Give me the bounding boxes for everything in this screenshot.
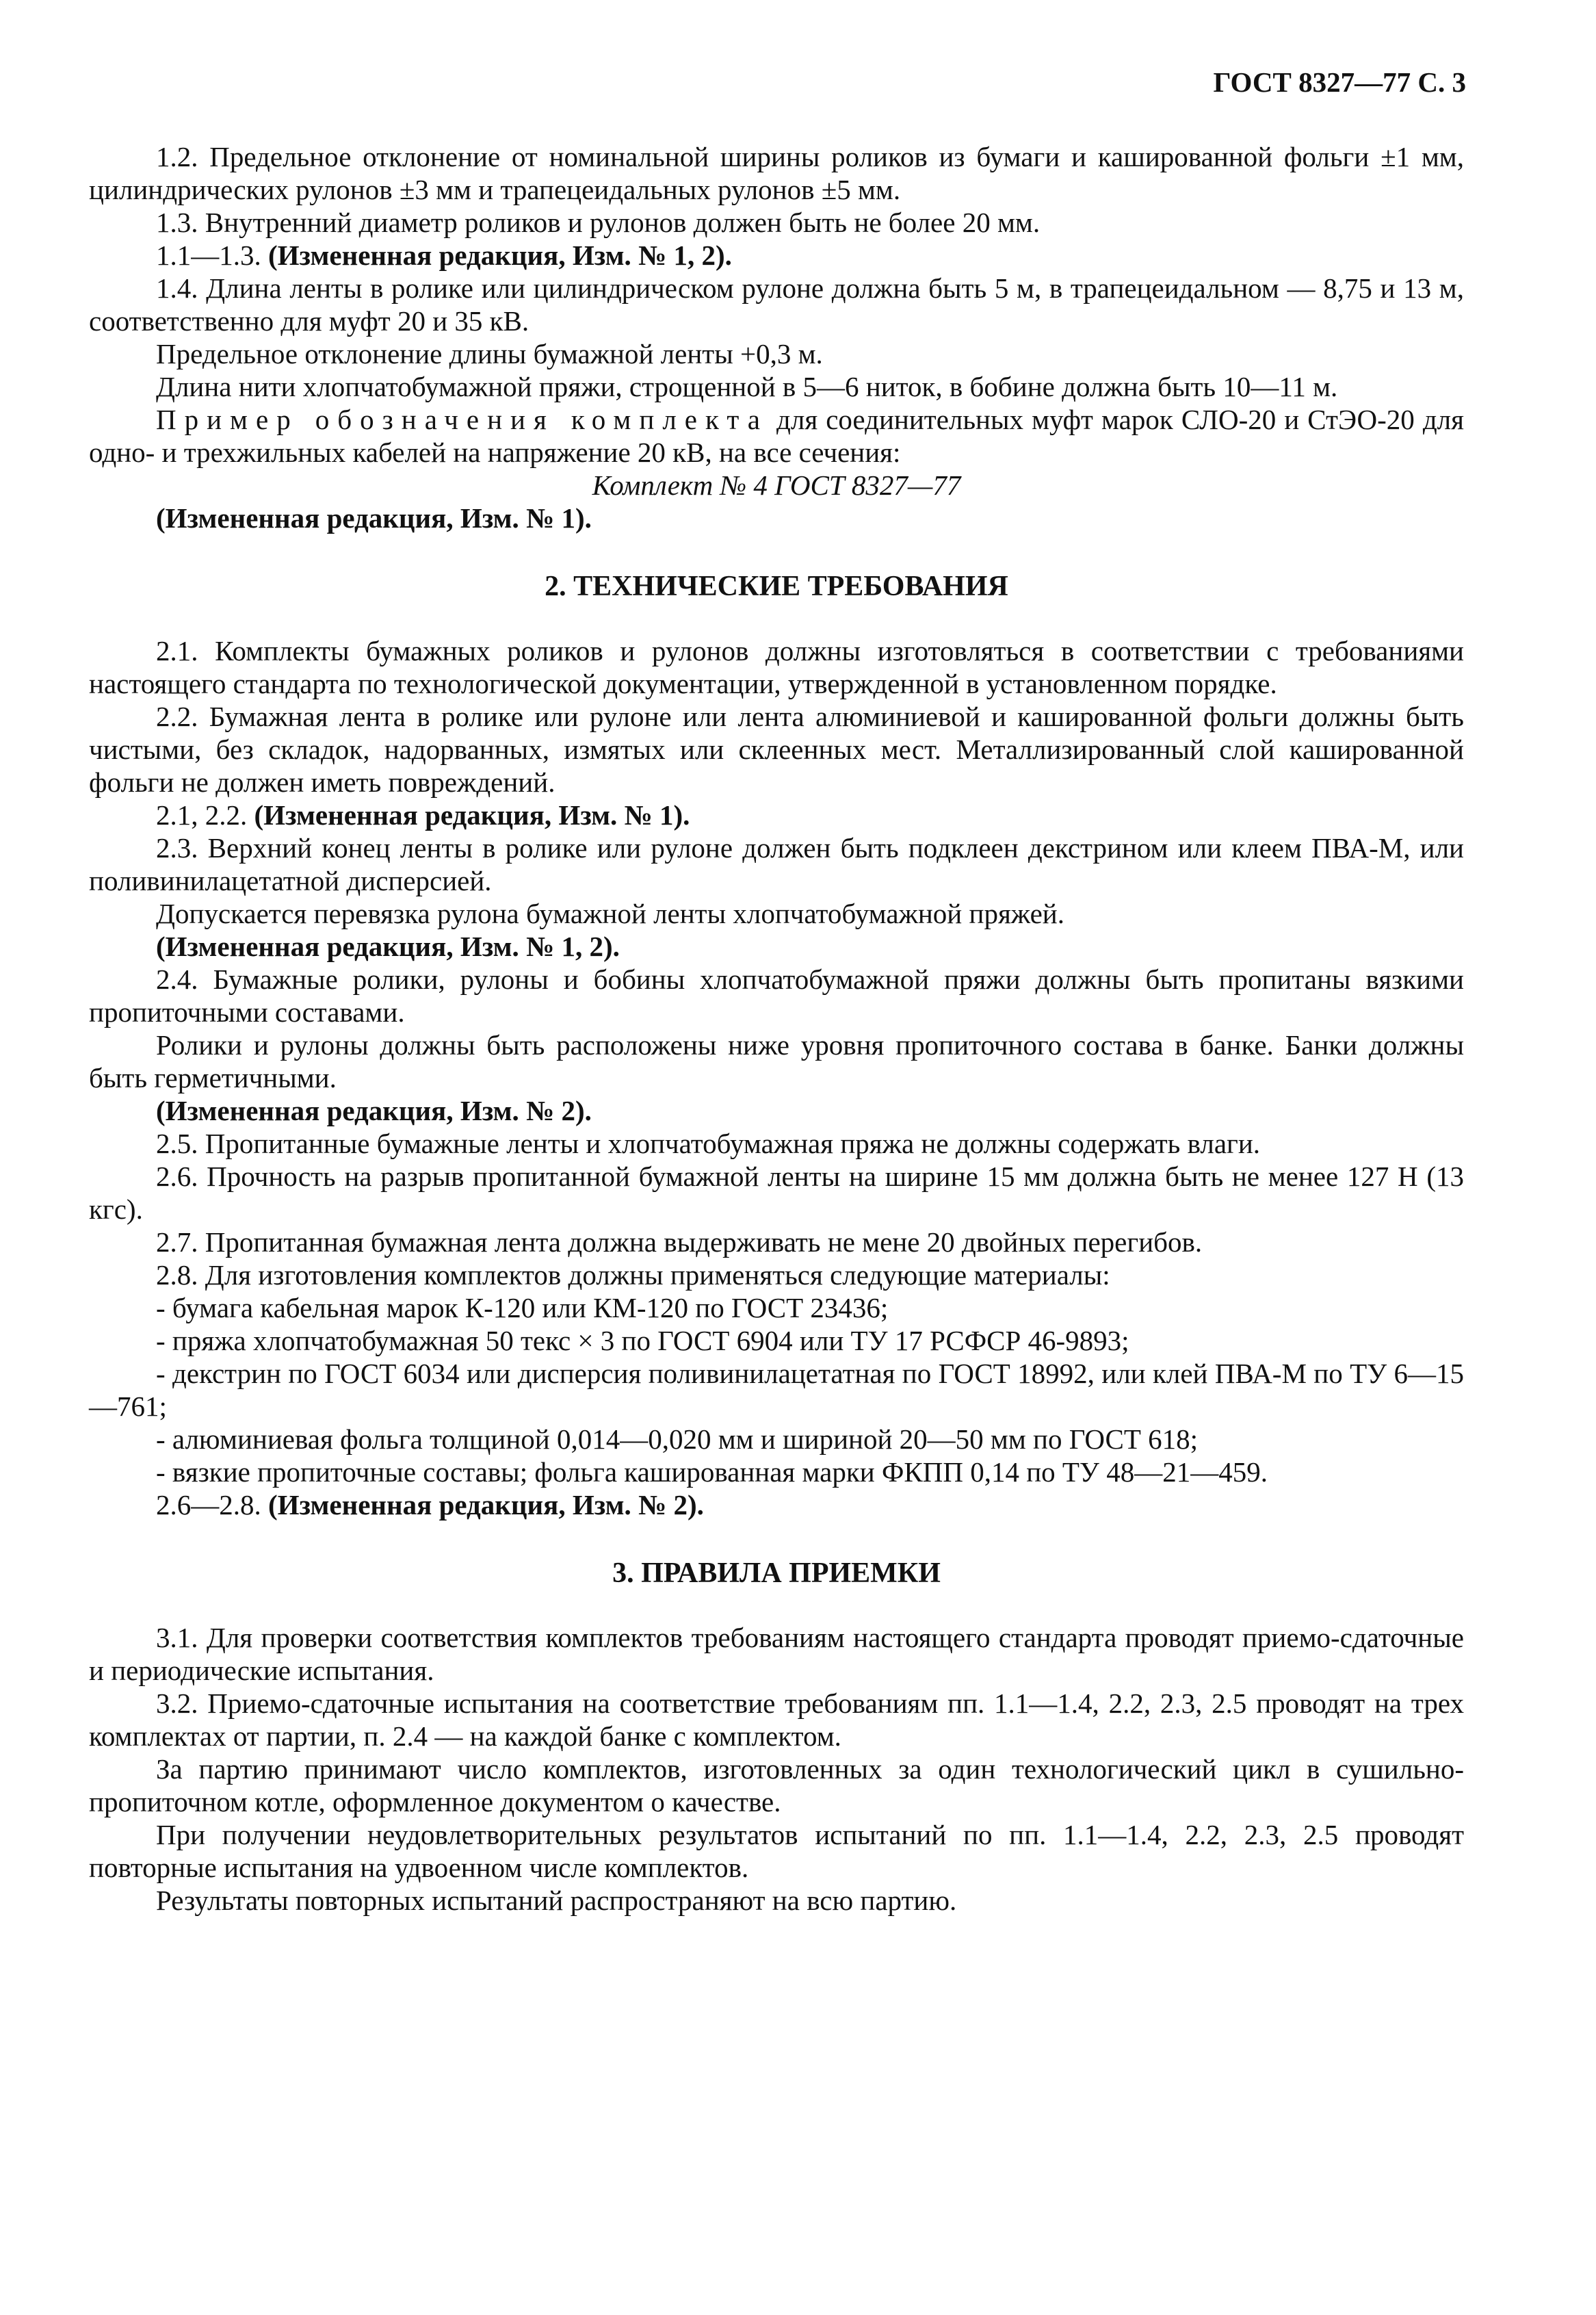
paragraph-2-3-tie: Допускается перевязка рулона бумажной ленты хлопчатобумажной пряжей. [156, 898, 1064, 929]
example-text: для соединительных муфт марок СЛО-20 и СтЭО-20 для одно- и трехжильных кабелей на напряжение 20 кВ, на все сечения: [89, 404, 1464, 468]
paragraph-1-3: 1.3. Внутренний диаметр роликов и рулонов должен быть не более 20 мм. [156, 207, 1041, 238]
paragraph-3-1: 3.1. Для проверки соответствия комплектов требованиям настоящего стандарта проводят приемо-сдаточные и периодические испытания. [89, 1622, 1464, 1686]
section-3-heading: 3. ПРАВИЛА ПРИЕМКИ [612, 1557, 941, 1589]
edit-note-1: (Измененная редакция, Изм. № 1). [156, 502, 592, 534]
paragraph-1-2: 1.2. Предельное отклонение от номинальной ширины роликов из бумаги и кашированной фольги ±1 мм, цилиндрических рулонов ±3 мм и трапецеидальных рулонов ±5 мм. [89, 141, 1464, 205]
paragraph-3-2: 3.2. Приемо-сдаточные испытания на соответствие требованиям пп. 1.1—1.4, 2.2, 2.3, 2.5 проводят на трех комплектах от партии, п. 2.4 — на каждой банке с комплектом. [89, 1687, 1464, 1752]
paragraph-3-2-batch: За партию принимают число комплектов, изготовленных за один технологический цикл в сушильно-пропиточном котле, оформленное документом о качестве. [89, 1753, 1464, 1818]
edit-note-2-1-2-2 [89, 799, 1464, 831]
edit-note-2-3: (Измененная редакция, Изм. № 1, 2). [156, 931, 620, 962]
list-item: - вязкие пропиточные составы; фольга кашированная марки ФКПП 0,14 по ТУ 48—21—459. [156, 1456, 1268, 1488]
example-label: Пример обозначения комплекта [156, 404, 768, 435]
edit-note-1-1-1-3 [89, 239, 1464, 272]
paragraph-length-deviation: Предельное отклонение длины бумажной ленты +0,3 м. [156, 338, 823, 370]
paragraph-2-7: 2.7. Пропитанная бумажная лента должна выдерживать не мене 20 двойных перегибов. [156, 1226, 1203, 1258]
paragraph-2-5: 2.5. Пропитанные бумажные ленты и хлопчатобумажная пряжа не должны содержать влаги. [156, 1128, 1261, 1159]
list-item: - алюминиевая фольга толщиной 0,014—0,020 мм и шириной 20—50 мм по ГОСТ 618; [156, 1423, 1199, 1455]
paragraph-3-2-results: Результаты повторных испытаний распространяют на всю партию. [156, 1885, 957, 1916]
edit-note-ref: 2.1, 2.2. [156, 799, 254, 831]
paragraph-2-4: 2.4. Бумажные ролики, рулоны и бобины хлопчатобумажной пряжи должны быть пропитаны вязкими пропиточными составами. [89, 963, 1464, 1028]
edit-note-ref: 2.6—2.8. [156, 1489, 268, 1521]
edit-note-ref: 1.1—1.3. [156, 240, 268, 271]
designation-example: Комплект № 4 ГОСТ 8327—77 [592, 469, 961, 501]
paragraph-3-2-retest: При получении неудовлетворительных результатов испытаний по пп. 1.1—1.4, 2.2, 2.3, 2.5 проводят повторные испытания на удвоенном числе комплектов. [89, 1819, 1464, 1883]
page-header: ГОСТ 8327—77 С. 3 [1213, 66, 1466, 98]
section-2-heading: 2. ТЕХНИЧЕСКИЕ ТРЕБОВАНИЯ [545, 571, 1008, 602]
edit-note-2-4: (Измененная редакция, Изм. № 2). [156, 1095, 592, 1126]
list-item: - бумага кабельная марок К-120 или КМ-120 по ГОСТ 23436; [156, 1292, 889, 1323]
edit-note-text: (Измененная редакция, Изм. № 1, 2). [268, 240, 732, 271]
paragraph-1-4: 1.4. Длина ленты в ролике или цилиндрическом рулоне должна быть 5 м, в трапецеидальном — 8,75 и 13 м, соответственно для муфт 20 и 35 кВ. [89, 272, 1464, 337]
paragraph-2-4-cans: Ролики и рулоны должны быть расположены ниже уровня пропиточного состава в банке. Банки должны быть герметичными. [89, 1029, 1464, 1094]
paragraph-2-6: 2.6. Прочность на разрыв пропитанной бумажной ленты на ширине 15 мм должна быть не менее 127 Н (13 кгс). [89, 1161, 1464, 1225]
paragraph-2-2: 2.2. Бумажная лента в ролике или рулоне или лента алюминиевой и кашированной фольги должны быть чистыми, без складок, надорванных, измятых или склеенных мест. Металлизированный слой кашированной фольги не должен иметь повреждений. [89, 701, 1464, 798]
edit-note-text: (Измененная редакция, Изм. № 1). [254, 799, 690, 831]
edit-note-text: (Измененная редакция, Изм. № 2). [268, 1489, 704, 1521]
list-item: - декстрин по ГОСТ 6034 или дисперсия поливинилацетатная по ГОСТ 18992, или клей ПВА-М по ТУ 6—15—761; [89, 1358, 1464, 1422]
list-item: - пряжа хлопчатобумажная 50 текс × 3 по ГОСТ 6904 или ТУ 17 РСФСР 46-9893; [156, 1325, 1129, 1356]
edit-note-2-6-2-8 [89, 1488, 1464, 1521]
paragraph-2-3: 2.3. Верхний конец ленты в ролике или рулоне должен быть подклеен декстрином или клеем ПВА-М, или поливинилацетатной дисперсией. [89, 832, 1464, 896]
paragraph-designation-example [89, 403, 1464, 469]
document-body [89, 140, 1464, 1917]
paragraph-2-1: 2.1. Комплекты бумажных роликов и рулонов должны изготовляться в соответствии с требованиями настоящего стандарта по технологической документации, утвержденной в установленном порядке. [89, 635, 1464, 699]
paragraph-thread-length: Длина нити хлопчатобумажной пряжи, строщенной в 5—6 ниток, в бобине должна быть 10—11 м. [156, 371, 1338, 402]
paragraph-2-8: 2.8. Для изготовления комплектов должны применяться следующие материалы: [156, 1259, 1110, 1291]
